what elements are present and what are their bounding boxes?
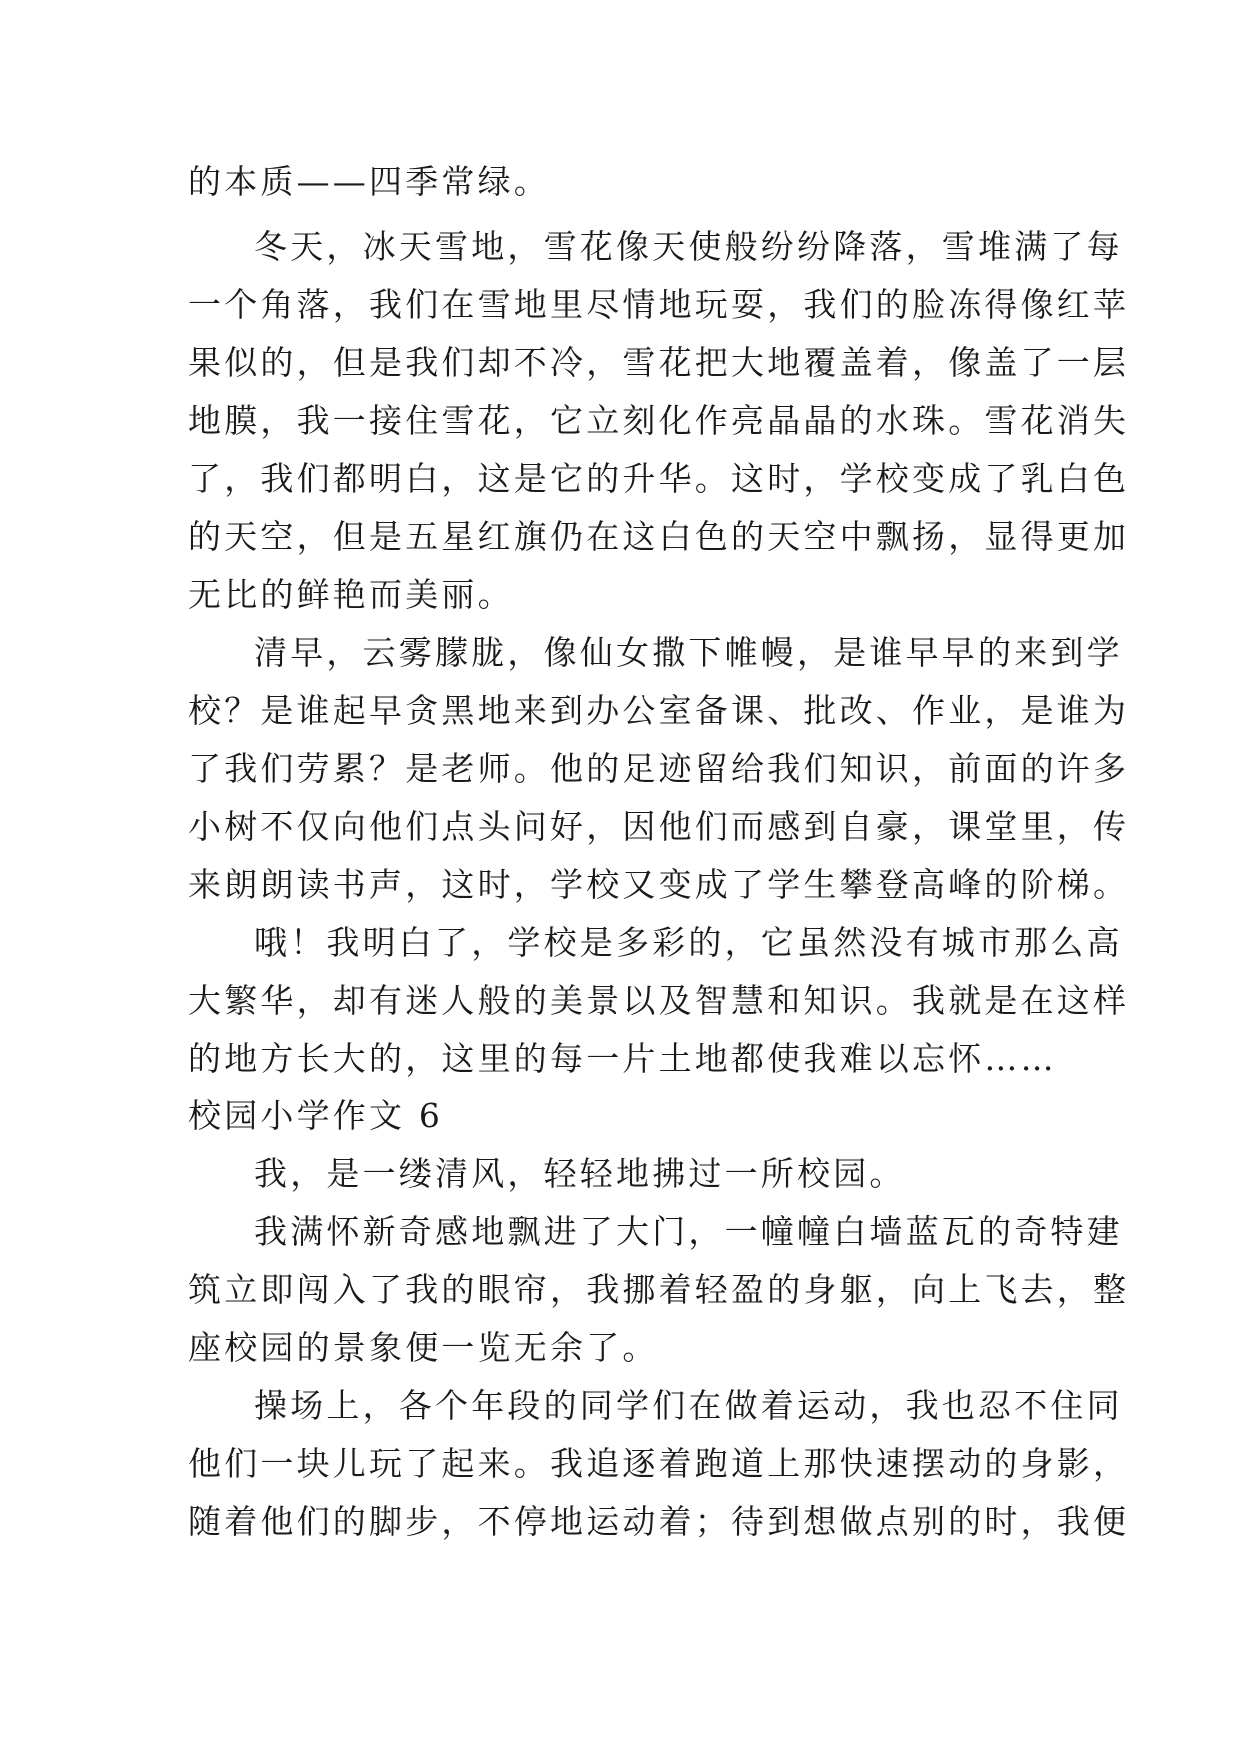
text-line: 的天空，但是五星红旗仍在这白色的天空中飘扬，显得更加	[188, 517, 1130, 556]
text-line: 一个角落，我们在雪地里尽情地玩耍，我们的脸冻得像红苹	[188, 285, 1130, 324]
text-line: 大繁华，却有迷人般的美景以及智慧和知识。我就是在这样	[188, 981, 1130, 1020]
text-line: 果似的，但是我们却不冷，雪花把大地覆盖着，像盖了一层	[188, 343, 1130, 382]
paragraph-first-line: 哦！我明白了，学校是多彩的，它虽然没有城市那么高	[254, 923, 1123, 962]
text-line: 随着他们的脚步，不停地运动着；待到想做点别的时，我便	[188, 1502, 1130, 1541]
text-line: 的地方长大的，这里的每一片土地都使我难以忘怀……	[188, 1039, 1057, 1078]
text-line: 他们一块儿玩了起来。我追逐着跑道上那快速摆动的身影，	[188, 1444, 1130, 1483]
text-line: 筑立即闯入了我的眼帘，我挪着轻盈的身躯，向上飞去，整	[188, 1270, 1130, 1309]
text-line: 小树不仅向他们点头问好，因他们而感到自豪，课堂里，传	[188, 807, 1130, 846]
paragraph-first-line: 冬天，冰天雪地，雪花像天使般纷纷降落，雪堆满了每	[254, 227, 1123, 266]
text-line: 了我们劳累？是老师。他的足迹留给我们知识，前面的许多	[188, 749, 1130, 788]
paragraph-first-line: 我，是一缕清风，轻轻地拂过一所校园。	[254, 1154, 906, 1193]
text-line: 了，我们都明白，这是它的升华。这时，学校变成了乳白色	[188, 459, 1130, 498]
text-line: 校？是谁起早贪黑地来到办公室备课、批改、作业，是谁为	[188, 691, 1130, 730]
paragraph-first-line: 操场上，各个年段的同学们在做着运动，我也忍不住同	[254, 1386, 1123, 1425]
text-line: 地膜，我一接住雪花，它立刻化作亮晶晶的水珠。雪花消失	[188, 401, 1130, 440]
text-line: 来朗朗读书声，这时，学校又变成了学生攀登高峰的阶梯。	[188, 865, 1130, 904]
paragraph-first-line: 清早，云雾朦胧，像仙女撒下帷幔，是谁早早的来到学	[254, 633, 1123, 672]
paragraph-first-line: 我满怀新奇感地飘进了大门，一幢幢白墙蓝瓦的奇特建	[254, 1212, 1123, 1251]
text-line: 的本质——四季常绿。	[188, 162, 550, 201]
text-line: 座校园的景象便一览无余了。	[188, 1328, 659, 1367]
text-line: 无比的鲜艳而美丽。	[188, 575, 514, 614]
section-heading: 校园小学作文 6	[188, 1096, 444, 1135]
